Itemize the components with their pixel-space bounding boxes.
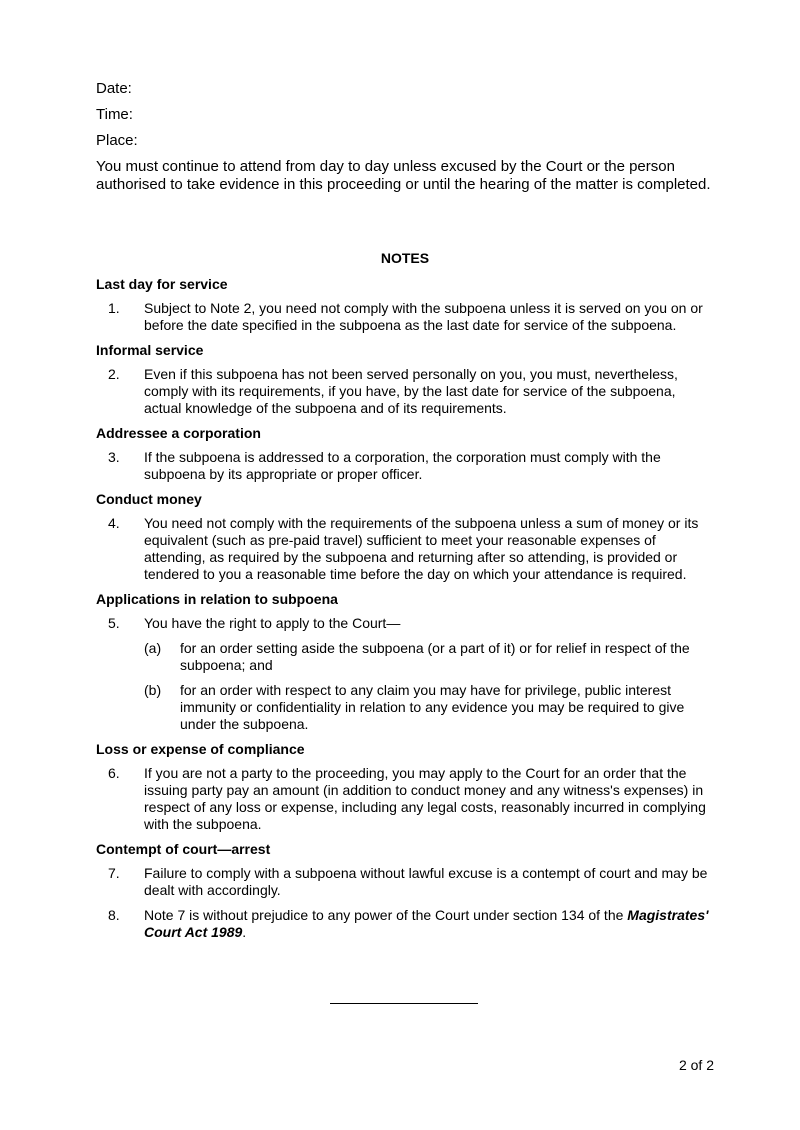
note-number: 5.	[108, 615, 120, 631]
note-section-conduct-money	[96, 491, 714, 583]
note-number: 3.	[108, 449, 120, 465]
notes-list	[96, 276, 714, 949]
sub-item-label: (a)	[144, 640, 162, 656]
note-text: If the subpoena is addressed to a corporation, the corporation must comply with the subpoena by its appropriate or proper officer.	[144, 449, 661, 482]
note-number: 1.	[108, 300, 120, 316]
note-text: If you are not a party to the proceeding, you may apply to the Court for an order that the issuing party pay an amount (in addition to conduct money and any witness's expenses) in respect of any loss or expense, including any legal costs, reasonably incurred in complying with the subpoena.	[144, 765, 706, 832]
document-page	[96, 80, 714, 940]
note-text-before: Note 7 is without prejudice to any power of the Court under section 134 of the	[144, 907, 628, 923]
note-item	[96, 615, 714, 632]
note-text: Even if this subpoena has not been served personally on you, you must, nevertheless, comply with its requirements, if you have, by the last date for service of the subpoena, actual knowledge of the subpoena and of its requirements.	[144, 366, 678, 416]
section-heading: Applications in relation to subpoena	[96, 591, 338, 607]
note-text: You need not comply with the requirements of the subpoena unless a sum of money or its equivalent (such as pre-paid travel) sufficient to meet your reasonable expenses of attending, as required by the subpoena and returning after so attending, is provided or tendered to you a reasonable time before the day on which your attendance is required.	[144, 515, 699, 582]
note-text-after: .	[242, 924, 247, 940]
sub-item-text: for an order setting aside the subpoena (or a part of it) or for relief in respect of the subpoena; and	[180, 640, 690, 673]
note-item	[96, 865, 714, 899]
note-section-informal-service	[96, 342, 714, 417]
note-number: 7.	[108, 865, 120, 881]
note-text	[144, 907, 714, 941]
note-text: Failure to comply with a subpoena without lawful excuse is a contempt of court and may be dealt with accordingly.	[144, 865, 708, 898]
notes-title: NOTES	[380, 250, 430, 266]
attendance-paragraph: You must continue to attend from day to day unless excused by the Court or the person authorised to take evidence in this proceeding or until the hearing of the matter is completed.	[96, 158, 711, 193]
act-title: Magistrates' Court Act 1989	[144, 907, 709, 940]
note-section-corporation	[96, 425, 714, 483]
date-label: Date:	[96, 80, 132, 97]
note-number: 6.	[108, 765, 120, 781]
sub-item-text: for an order with respect to any claim you may have for privilege, public interest immunity or confidentiality in relation to any evidence you may be required to give under the subpoena.	[180, 682, 685, 732]
note-text: Subject to Note 2, you need not comply with the subpoena unless it is served on you on or before the date specified in the subpoena as the last date for service of the subpoena.	[144, 300, 703, 333]
section-heading: Addressee a corporation	[96, 425, 261, 441]
note-item	[96, 907, 714, 941]
end-rule	[330, 1003, 478, 1004]
section-heading: Informal service	[96, 342, 204, 358]
note-section-applications	[96, 591, 714, 733]
note-item	[96, 515, 714, 583]
sub-item	[144, 682, 714, 733]
note-item	[96, 449, 714, 483]
note-item	[96, 300, 714, 334]
note-item	[96, 366, 714, 417]
note-section-loss-expense	[96, 741, 714, 833]
note-number: 8.	[108, 907, 120, 923]
section-heading: Conduct money	[96, 491, 202, 507]
section-heading: Contempt of court—arrest	[96, 841, 271, 857]
note-item	[96, 765, 714, 833]
note-number: 4.	[108, 515, 120, 531]
note-section-last-day	[96, 276, 714, 334]
note-number: 2.	[108, 366, 120, 382]
note-text: You have the right to apply to the Court—	[144, 615, 401, 631]
sub-item-label: (b)	[144, 682, 162, 698]
sub-item	[144, 640, 714, 674]
place-label: Place:	[96, 132, 138, 149]
page-number: 2 of 2	[678, 1057, 714, 1073]
section-heading: Loss or expense of compliance	[96, 741, 305, 757]
time-label: Time:	[96, 106, 133, 123]
note-section-contempt	[96, 841, 714, 941]
section-heading: Last day for service	[96, 276, 228, 292]
